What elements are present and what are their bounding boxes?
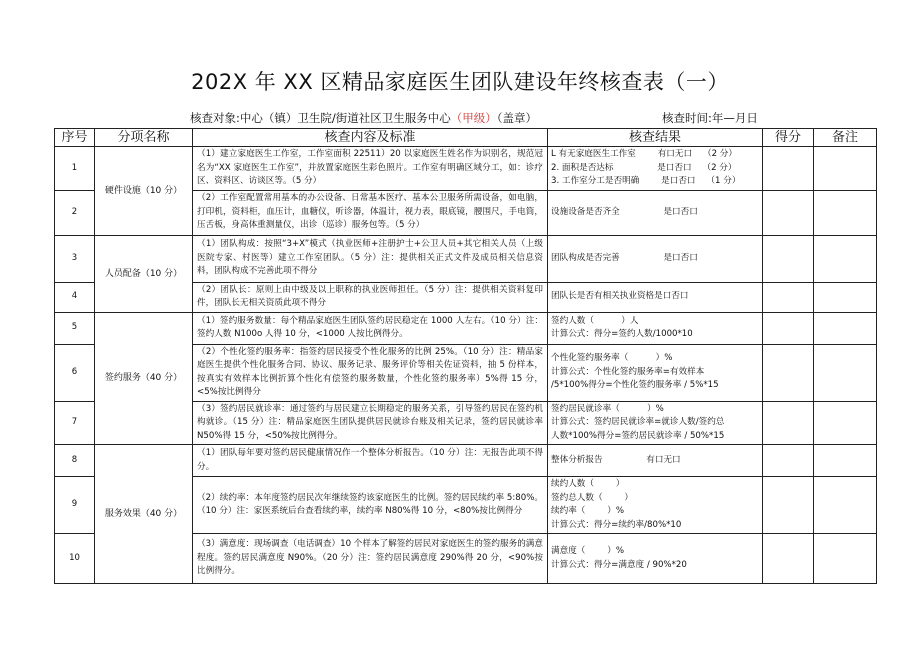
section-hardware: 硬件设施（10 分） xyxy=(95,147,193,236)
row-result xyxy=(548,477,763,534)
row-content: （2）个性化签约服务率：指签约居民接受个性化服务的比例 25%。（10 分）注：精品家庭医生提供个性化服务合同、协议、服务记录、服务评价等相关佐证资料，抽 5 份样本，按真实有效样本比例折算个性化有偿签约服务数量，个性化签约服务率）5%得 15 分，<5%按比例得分 xyxy=(193,344,548,401)
row-number: 8 xyxy=(55,445,95,477)
section-effect: 服务效果（40 分） xyxy=(95,445,193,584)
result-line: 计算公式：得分=满意度 / 90%*20 xyxy=(551,559,687,570)
check-target-label: 核查对象:中心（镇）卫生院/街道社区卫生服务中心 xyxy=(190,111,451,125)
result-line: 人数*100%得分=签约居民就诊率 / 50%*15 xyxy=(551,430,725,441)
row-result xyxy=(548,190,763,235)
row-result xyxy=(548,534,763,584)
result-line: 计算公式：个性化签约服务率=有效样本 xyxy=(551,366,705,377)
row-number: 4 xyxy=(55,282,95,312)
header-content: 核查内容及标准 xyxy=(193,129,548,147)
page-title: 202X 年 XX 区精品家庭医生团队建设年终核查表（一） xyxy=(191,70,729,94)
check-time: 核查时间:年—月日 xyxy=(662,111,758,125)
score-cell[interactable] xyxy=(763,282,814,312)
score-cell[interactable] xyxy=(763,312,814,344)
note-cell[interactable] xyxy=(814,282,877,312)
section-signing: 签约服务（40 分） xyxy=(95,312,193,445)
row-content: （1）签约服务数量：每个精品家庭医生团队签约居民稳定在 1000 人左右。（10 分）注：签约人数 N100o 人得 10 分，<1000 人按比例得分。 xyxy=(193,312,548,344)
note-cell[interactable] xyxy=(814,312,877,344)
result-line: 续约人数（ ） xyxy=(551,479,625,489)
score-cell[interactable] xyxy=(763,344,814,401)
row-content: （3）签约居民就诊率：通过签约与居民建立长期稳定的服务关系，引导签约居民在签约机构就诊。（15 分）注：精品家庭医生团队提供居民就诊台账及相关记录，签约居民就诊率 N50%得 15 分，<50%按比例得分。 xyxy=(193,401,548,445)
score-cell[interactable] xyxy=(763,534,814,584)
score-cell[interactable] xyxy=(763,147,814,191)
result-line: 签约总人数（ ） xyxy=(551,492,634,503)
row-number: 10 xyxy=(55,534,95,584)
row-content: （2）团队长：原则上由中级及以上职称的执业医师担任。（5 分）注：提供相关资料复印件，团队长无相关资质此项不得分 xyxy=(193,282,548,312)
row-result xyxy=(548,282,763,312)
note-cell[interactable] xyxy=(814,534,877,584)
row-number: 1 xyxy=(55,147,95,191)
row-number: 7 xyxy=(55,401,95,445)
row-content: （1）团队每年要对签约居民健康情况作一个整体分析报告。（10 分）注：无报告此项不得分。 xyxy=(193,445,548,477)
note-cell[interactable] xyxy=(814,344,877,401)
row-result xyxy=(548,312,763,344)
table-row xyxy=(55,147,877,191)
note-cell[interactable] xyxy=(814,147,877,191)
row-result xyxy=(548,401,763,445)
result-line: 满意度（ ）% xyxy=(551,546,624,556)
result-line: 计算公式：得分=续约率/80%*10 xyxy=(551,519,682,530)
row-number: 3 xyxy=(55,235,95,282)
table-row xyxy=(55,445,877,477)
header-note: 备注 xyxy=(814,129,877,147)
row-content: （1）团队构成：按照“3+X”模式（执业医师+注册护士+公卫人员+其它相关人员（上级医院专家、村医等）建立工作室团队。（5 分）注：提供相关正式文件及成员相关信息资料，团队构成不完善此项不得分 xyxy=(193,235,548,282)
row-content: （1）建立家庭医生工作室，工作室面积 22511）20 以家庭医生姓名作为识别名，规范冠名为“XX 家庭医生工作室”，并放置家庭医生彩色照片。工作室有明确区域分工，如：诊疗区、资料区、访谈区等。（5 分） xyxy=(193,147,548,191)
score-cell[interactable] xyxy=(763,445,814,477)
seal-label: （盖章） xyxy=(496,111,537,125)
result-line: 签约居民就诊率（ ）% xyxy=(551,403,664,414)
table-row xyxy=(55,235,877,282)
result-line: 计算公式：签约居民就诊率=就诊人数/签约总 xyxy=(551,417,725,427)
row-result xyxy=(548,147,763,191)
table-header-row xyxy=(55,129,877,147)
result-line: 整体分析报告 有口无口 xyxy=(551,454,681,465)
header-seq: 序号 xyxy=(55,129,95,147)
result-line: 2. 面积是否达标 是口否口 （2 分） xyxy=(551,162,737,173)
result-line: 设施设备是否齐全 是口否口 xyxy=(551,206,698,217)
row-number: 2 xyxy=(55,190,95,235)
result-line: 计算公式：得分=签约人数/1000*10 xyxy=(551,329,693,339)
result-line: 续约率（ ）% xyxy=(551,506,624,516)
result-line: /5*100%得分=个性化签约服务率 / 5%*15 xyxy=(551,380,719,391)
note-cell[interactable] xyxy=(814,445,877,477)
row-content: （2）续约率：本年度签约居民次年继续签约该家庭医生的比例。签约居民续约率 5:80%。（10 分）注：家医系统后台查看续约率，续约率 N80%得 10 分，<80%按比例得分 xyxy=(193,477,548,534)
result-line: 团队构成是否完善 是口否口 xyxy=(551,252,698,263)
row-result xyxy=(548,445,763,477)
score-cell[interactable] xyxy=(763,477,814,534)
section-staffing: 人员配备（10 分） xyxy=(95,235,193,312)
score-cell[interactable] xyxy=(763,190,814,235)
result-line: 团队长是否有相关执业资格是口否口 xyxy=(551,291,689,302)
header-result: 核查结果 xyxy=(548,129,763,147)
header-score: 得分 xyxy=(763,129,814,147)
row-result xyxy=(548,344,763,401)
row-number: 6 xyxy=(55,344,95,401)
grade-label: （甲级） xyxy=(450,111,497,125)
note-cell[interactable] xyxy=(814,190,877,235)
row-content: （3）满意度：现场调查（电话调查）10 个样本了解签约居民对家庭医生的签约服务的满意程度。签约居民满意度 N90%。（20 分）注：签约居民满意度 290%得 20 分，<90%按比例得分。 xyxy=(193,534,548,584)
result-line: 个性化签约服务率（ ）% xyxy=(551,353,673,364)
result-line: 签约人数（ ）人 xyxy=(551,315,639,326)
row-content: （2）工作室配置常用基本的办公设备、日常基本医疗、基本公卫服务所需设备，如电脑，打印机，资料柜，血压计，血糖仪，听诊器，体温计，视力表，眼底镜，腰围尺，手电筒，压舌板，身高体重测量仪，出诊（巡诊）服务包等。（5 分） xyxy=(193,190,548,235)
note-cell[interactable] xyxy=(814,401,877,445)
score-cell[interactable] xyxy=(763,235,814,282)
table-row xyxy=(55,312,877,344)
note-cell[interactable] xyxy=(814,235,877,282)
row-number: 5 xyxy=(55,312,95,344)
row-number: 9 xyxy=(55,477,95,534)
note-cell[interactable] xyxy=(814,477,877,534)
score-cell[interactable] xyxy=(763,401,814,445)
check-table xyxy=(54,128,877,584)
row-result xyxy=(548,235,763,282)
check-target xyxy=(190,110,537,126)
result-line: L 有无家庭医生工作室 有口无口 （2 分） xyxy=(551,149,738,159)
header-section: 分项名称 xyxy=(95,129,193,147)
result-line: 3. 工作室分工是否明确 是口否口 （1 分） xyxy=(551,176,741,186)
